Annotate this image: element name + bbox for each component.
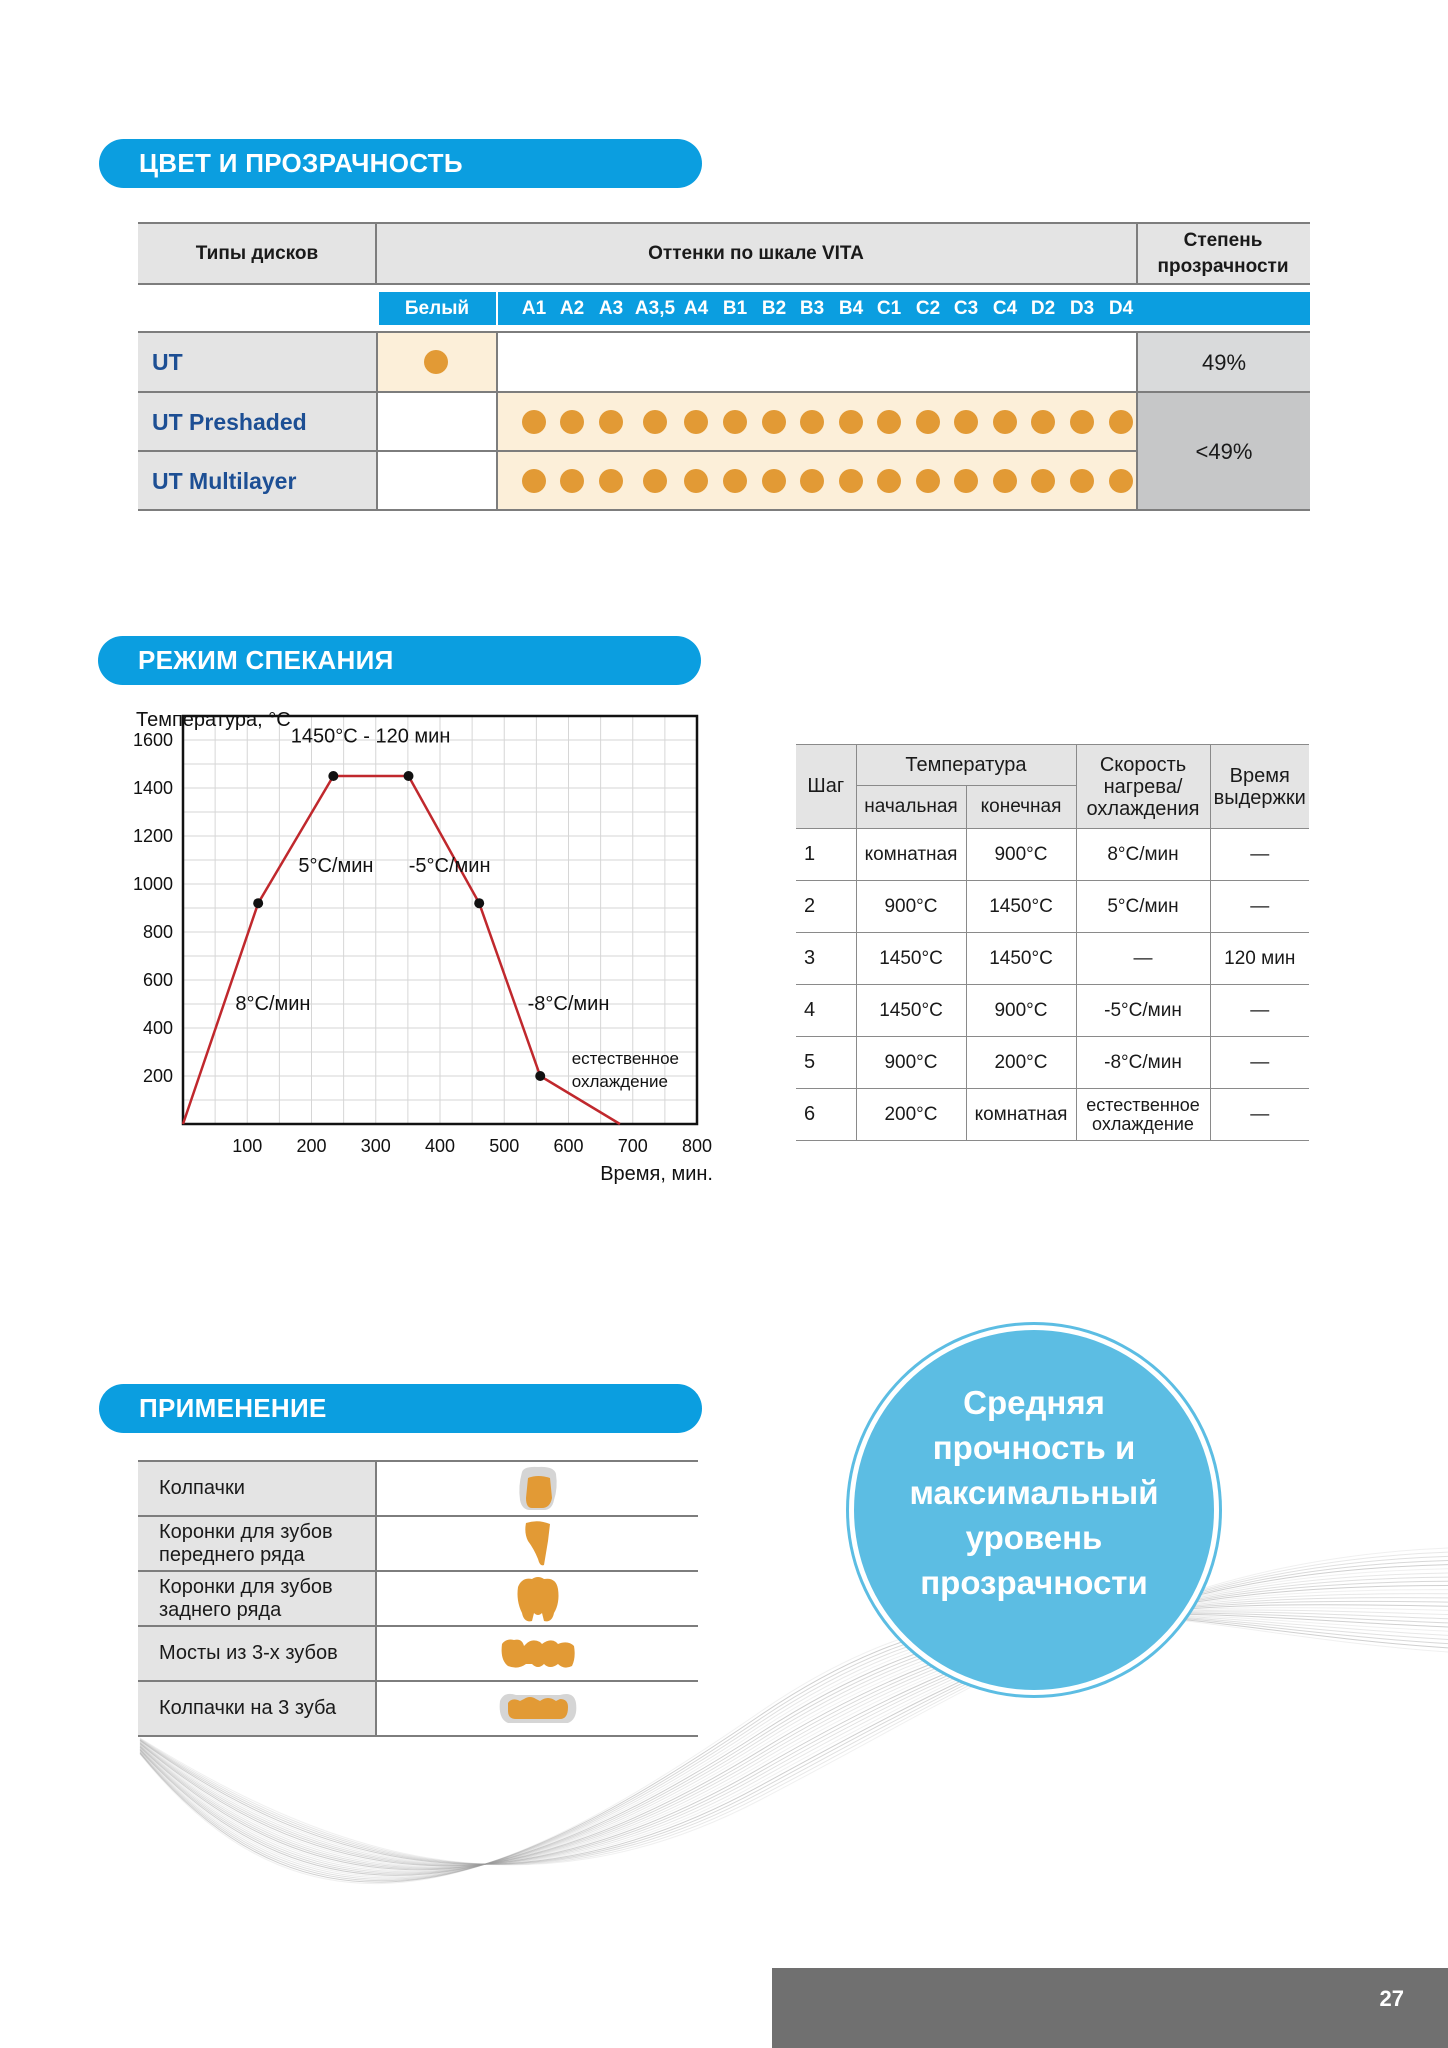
chart-annotation: 5°C/мин [298,855,374,877]
shade-label: A1 [521,298,547,319]
col-rate: Скорость нагрева/ охлаждения [1076,745,1210,829]
cell-start: 900°C [856,1037,966,1089]
x-tick-label: 800 [681,1136,713,1156]
shade-dot [916,410,940,434]
chart-annotation: 1450°C - 120 мин [290,725,451,748]
shade-label: C4 [992,298,1018,319]
y-tick-label: 200 [142,1066,173,1086]
cell-hold: — [1210,1089,1309,1141]
table-row [796,1089,1309,1141]
application-table [138,1460,698,1737]
preshaded-vita-cell [498,393,1136,451]
shade-label: A2 [559,298,585,319]
rule [496,331,498,511]
rule [138,509,1310,511]
shade-dot [800,410,824,434]
cell-end: комнатная [966,1089,1076,1141]
cell-rate: -5°C/мин [1076,985,1210,1037]
shade-dot [1109,410,1133,434]
cell-hold: — [1210,881,1309,933]
shade-label: D3 [1069,298,1095,319]
chart-annotation: охлаждение [571,1071,668,1091]
rule [1136,331,1138,511]
shade-dot [954,410,978,434]
cell-end: 1450°C [966,881,1076,933]
application-row [138,1572,698,1627]
cell-rate: 5°C/мин [1076,881,1210,933]
y-axis-label: Температура, °C [136,709,291,731]
shade-dot [762,469,786,493]
application-label: Колпачки [138,1462,377,1515]
data-point [535,1071,545,1081]
shade-dot [916,469,940,493]
shade-dot [993,469,1017,493]
x-axis-label: Время, мин. [600,1163,713,1185]
header-translucency: Степень прозрачности [1136,223,1310,284]
cell-start: комнатная [856,829,966,881]
multilayer-vita-cell [498,452,1136,510]
y-tick-label: 1200 [132,826,173,846]
rule [376,331,378,511]
anterior-crown-icon [377,1517,698,1570]
promo-circle [854,1330,1214,1690]
shade-dot [560,469,584,493]
posterior-crown-icon [377,1572,698,1625]
shade-label: D2 [1030,298,1056,319]
cell-hold: 120 мин [1210,933,1309,985]
shade-label: B3 [799,298,825,319]
shade-label: B1 [722,298,748,319]
shade-dot [684,410,708,434]
shade-dot [522,469,546,493]
shade-dot [723,469,747,493]
shade-dot [599,469,623,493]
x-tick-label: 700 [617,1136,648,1156]
shade-label: C3 [953,298,979,319]
shade-dot [839,410,863,434]
table-row [796,985,1309,1037]
translucency-ut: 49% [1138,333,1310,392]
cell-end: 1450°C [966,933,1076,985]
section-header-color [99,139,702,188]
cell-hold: — [1210,1037,1309,1089]
shade-dot [643,410,667,434]
shade-dot [1031,469,1055,493]
application-row [138,1627,698,1682]
y-tick-label: 400 [142,1018,173,1038]
shade-dot [1031,410,1055,434]
shade-dot [1070,410,1094,434]
rule [1136,222,1138,284]
rule [138,331,1310,333]
header-vita-shades: Оттенки по шкале VITA [376,223,1136,284]
chart-annotation: -5°C/мин [408,855,491,877]
y-tick-label: 1400 [132,778,173,798]
row-label-multilayer: UT Multilayer [138,452,376,510]
x-tick-label: 500 [489,1136,520,1156]
application-row [138,1517,698,1572]
application-label: Мосты из 3-х зубов [138,1627,377,1680]
rule [375,222,377,284]
x-tick-label: 300 [360,1136,391,1156]
cell-step: 1 [796,829,856,881]
series-line [183,776,620,1124]
sintering-chart [128,678,728,1218]
color-translucency-table [138,223,1310,510]
shade-label: A4 [683,298,709,319]
sintering-steps-table [796,744,1309,1141]
row-label-preshaded: UT Preshaded [138,393,376,451]
y-tick-label: 1000 [132,874,173,894]
shade-dot [762,410,786,434]
section-title-application: ПРИМЕНЕНИЕ [139,1393,327,1423]
application-label: Коронки для зубов переднего ряда [138,1517,377,1570]
shade-label: B4 [838,298,864,319]
cell-start: 200°C [856,1089,966,1141]
cell-step: 2 [796,881,856,933]
table-row [796,829,1309,881]
shade-dot [684,469,708,493]
translucency-other: <49% [1138,393,1310,510]
cell-end: 900°C [966,985,1076,1037]
footer-bar [772,1968,1448,2048]
chart-annotation: 8°C/мин [235,993,311,1015]
ut-white-dot [424,350,448,374]
shade-dot [599,410,623,434]
cell-start: 1450°C [856,985,966,1037]
shade-dot [954,469,978,493]
shade-dot [877,410,901,434]
rule [138,391,1310,393]
table-row [796,1037,1309,1089]
tooth-cap-icon [377,1462,698,1515]
chart-annotation: естественное [571,1049,679,1068]
shade-dot [993,410,1017,434]
data-point [328,771,338,781]
application-row [138,1682,698,1737]
shade-dot [877,469,901,493]
y-tick-label: 600 [142,970,173,990]
shade-label: C1 [876,298,902,319]
shade-label: C2 [915,298,941,319]
cell-end: 200°C [966,1037,1076,1089]
application-row [138,1462,698,1517]
x-tick-label: 600 [553,1136,584,1156]
section-title-sintering: РЕЖИМ СПЕКАНИЯ [138,645,394,675]
table-row [796,933,1309,985]
cell-start: 900°C [856,881,966,933]
application-label: Колпачки на 3 зуба [138,1682,377,1735]
data-point [404,771,414,781]
shade-label: A3 [598,298,624,319]
cell-rate: естественное охлаждение [1076,1089,1210,1141]
shade-label: B2 [761,298,787,319]
shade-dot [522,410,546,434]
cell-step: 5 [796,1037,856,1089]
cell-rate: 8°C/мин [1076,829,1210,881]
row-label-ut: UT [138,333,376,392]
shade-dot [800,469,824,493]
rule [138,450,1138,452]
shade-label: A3,5 [634,298,676,319]
shade-dot [560,410,584,434]
cell-end: 900°C [966,829,1076,881]
x-tick-label: 200 [296,1136,327,1156]
col-step: Шаг [796,745,856,829]
col-initial: начальная [856,786,966,829]
table-row [796,881,1309,933]
chart-annotation: -8°C/мин [527,993,610,1015]
cell-rate: — [1076,933,1210,985]
col-final: конечная [966,786,1076,829]
y-tick-label: 1600 [132,730,173,750]
application-label: Коронки для зубов заднего ряда [138,1572,377,1625]
ut-vita-cell [498,333,1136,392]
shade-dot [839,469,863,493]
section-header-application [99,1384,702,1433]
col-temperature: Температура [856,745,1076,786]
data-point [253,898,263,908]
cell-hold: — [1210,829,1309,881]
x-tick-label: 100 [232,1136,263,1156]
vita-shade-bar [498,292,1310,325]
col-hold: Время выдержки [1210,745,1309,829]
y-tick-label: 800 [142,922,173,942]
cell-rate: -8°C/мин [1076,1037,1210,1089]
cell-step: 4 [796,985,856,1037]
shade-dot [723,410,747,434]
cell-hold: — [1210,985,1309,1037]
header-disk-types: Типы дисков [138,223,376,284]
shade-dot [643,469,667,493]
cell-step: 3 [796,933,856,985]
bridge-3-teeth-icon [377,1627,698,1680]
caps-3-teeth-icon [377,1682,698,1735]
cell-step: 6 [796,1089,856,1141]
rule [138,222,1310,224]
x-tick-label: 400 [424,1136,456,1156]
shade-dot [1109,469,1133,493]
data-point [474,898,484,908]
section-title-color: ЦВЕТ И ПРОЗРАЧНОСТЬ [139,148,463,178]
promo-text: Средняя прочность и максимальный уровень прозрачности [909,1383,1159,1601]
cell-start: 1450°C [856,933,966,985]
shade-label: D4 [1108,298,1134,319]
shade-dot [1070,469,1094,493]
white-shade-label: Белый [379,292,496,325]
rule [138,283,1310,285]
page-number: 27 [1379,1986,1404,2011]
